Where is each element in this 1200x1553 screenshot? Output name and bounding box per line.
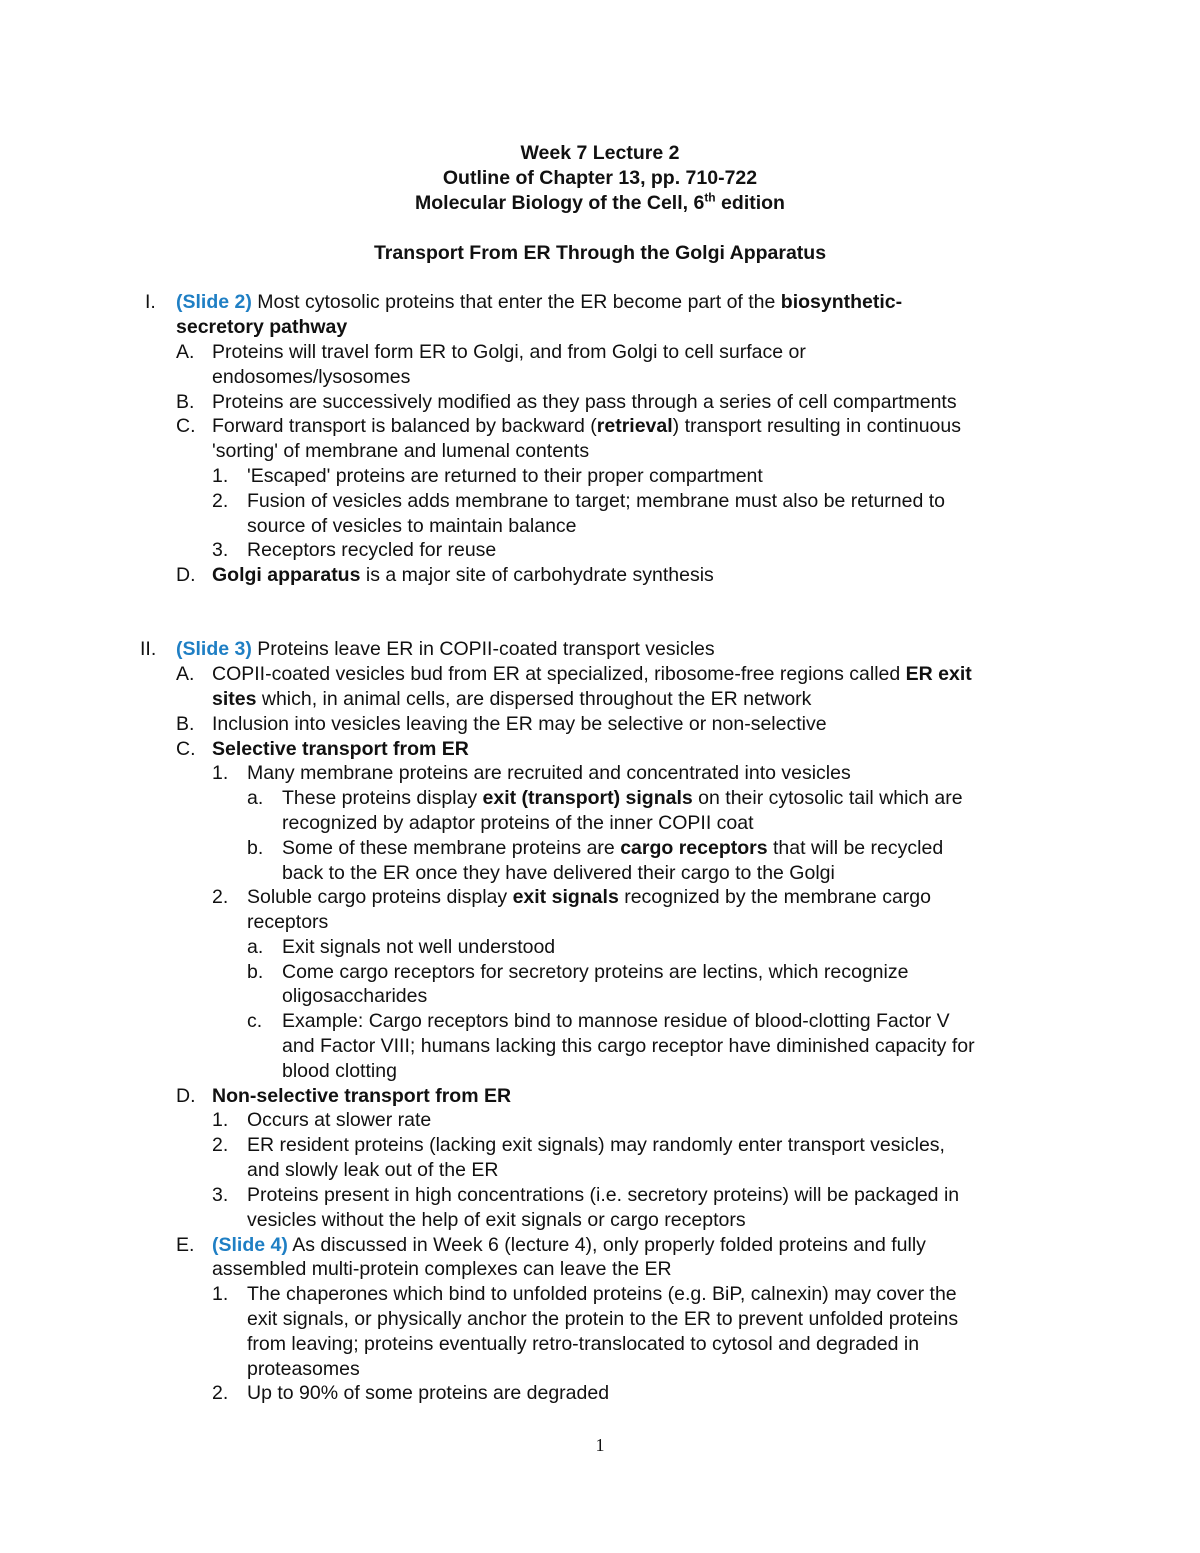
outline-line: and Factor VIII; humans lacking this cargo receptor have diminished capacity for (282, 1035, 975, 1057)
item-marker: 1. (212, 1109, 229, 1131)
outline-line: Many membrane proteins are recruited and concentrated into vesicles (247, 762, 851, 784)
document-title: Transport From ER Through the Golgi Apparatus (373, 242, 827, 264)
outline-line: receptors (247, 911, 329, 933)
outline-line: 'sorting' of membrane and lumenal contents (212, 440, 590, 462)
outline-line: and slowly leak out of the ER (247, 1159, 499, 1181)
edition-label: edition (715, 192, 785, 214)
outline-line: Fusion of vesicles adds membrane to target; membrane must also be returned to (247, 490, 946, 512)
item-marker: 3. (212, 1184, 229, 1206)
outline-line: (Slide 4) As discussed in Week 6 (lecture 4), only properly folded proteins and fully (212, 1234, 926, 1256)
outline-line: Receptors recycled for reuse (247, 539, 497, 561)
outline-line: Forward transport is balanced by backward (retrieval) transport resulting in continuous (212, 415, 961, 437)
key-term: exit (transport) signals (482, 787, 693, 809)
outline-line: Inclusion into vesicles leaving the ER may be selective or non-selective (212, 713, 827, 735)
item-marker: b. (247, 837, 264, 859)
subsection-heading: Non-selective transport from ER (212, 1085, 512, 1107)
outline-line: back to the ER once they have delivered their cargo to the Golgi (282, 862, 835, 884)
item-marker: 2. (212, 1134, 229, 1156)
outline-line: Proteins are successively modified as they pass through a series of cell compartments (212, 391, 957, 413)
outline-line: The chaperones which bind to unfolded proteins (e.g. BiP, calnexin) may cover the (247, 1283, 957, 1305)
section-marker: I. (145, 291, 156, 313)
chapter-outline: Outline of Chapter 13, pp. 710-722 (442, 167, 758, 189)
outline-line: endosomes/lysosomes (212, 366, 411, 388)
outline-line: Golgi apparatus is a major site of carbohydrate synthesis (212, 564, 714, 586)
slide-reference: (Slide 4) (212, 1234, 288, 1256)
item-marker: a. (247, 936, 264, 958)
item-marker: C. (176, 738, 196, 760)
key-term: ER exit (905, 663, 972, 685)
slide-reference: (Slide 2) (176, 291, 252, 313)
key-term: biosynthetic- (780, 291, 903, 313)
item-marker: a. (247, 787, 264, 809)
outline-line: Example: Cargo receptors bind to mannose residue of blood-clotting Factor V (282, 1010, 950, 1032)
key-term: secretory pathway (176, 316, 348, 338)
page-number: 1 (595, 1435, 605, 1455)
outline-line: Soluble cargo proteins display exit signals recognized by the membrane cargo (247, 886, 931, 908)
outline-line: Proteins will travel form ER to Golgi, and from Golgi to cell surface or (212, 341, 806, 363)
key-term: cargo receptors (620, 837, 768, 859)
section-heading: (Slide 2) Most cytosolic proteins that enter the ER become part of the biosynthetic- (176, 291, 903, 313)
key-term: Golgi apparatus (212, 564, 361, 586)
item-marker: B. (176, 391, 195, 413)
lecture-title: Week 7 Lecture 2 (520, 142, 680, 164)
item-marker: 2. (212, 490, 229, 512)
outline-line: ER resident proteins (lacking exit signals) may randomly enter transport vesicles, (247, 1134, 945, 1156)
item-marker: c. (247, 1010, 263, 1032)
item-marker: C. (176, 415, 196, 437)
outline-line: Up to 90% of some proteins are degraded (247, 1382, 610, 1404)
outline-line: exit signals, or physically anchor the protein to the ER to prevent unfolded proteins (247, 1308, 959, 1330)
outline-line: oligosaccharides (282, 985, 428, 1007)
outline-line: Some of these membrane proteins are cargo receptors that will be recycled (282, 837, 944, 859)
item-marker: B. (176, 713, 195, 735)
outline-line: vesicles without the help of exit signals or cargo receptors (247, 1209, 746, 1231)
item-marker: A. (176, 341, 195, 363)
outline-line: sites which, in animal cells, are dispersed throughout the ER network (212, 688, 812, 710)
outline-line: 'Escaped' proteins are returned to their proper compartment (247, 465, 763, 487)
item-marker: D. (176, 564, 196, 586)
textbook-name: Molecular Biology of the Cell, 6 (415, 192, 705, 214)
key-term: retrieval (596, 415, 673, 437)
item-marker: A. (176, 663, 195, 685)
section-marker: II. (140, 638, 157, 660)
key-term: exit signals (512, 886, 619, 908)
key-term: sites (212, 688, 257, 710)
outline-line: Occurs at slower rate (247, 1109, 432, 1131)
item-marker: 3. (212, 539, 229, 561)
outline-line: COPII-coated vesicles bud from ER at specialized, ribosome-free regions called ER exit (212, 663, 972, 685)
outline-line: proteasomes (247, 1358, 360, 1380)
section-heading: (Slide 3) Proteins leave ER in COPII-coated transport vesicles (176, 638, 715, 660)
textbook-reference (0, 191, 1200, 216)
outline-line: source of vesicles to maintain balance (247, 515, 577, 537)
outline-line: recognized by adaptor proteins of the inner COPII coat (282, 812, 754, 834)
item-marker: 1. (212, 762, 229, 784)
item-marker: 1. (212, 1283, 229, 1305)
item-marker: D. (176, 1085, 196, 1107)
item-marker: b. (247, 961, 264, 983)
outline-line: Proteins present in high concentrations (i.e. secretory proteins) will be packaged in (247, 1184, 960, 1206)
outline-line: from leaving; proteins eventually retro-translocated to cytosol and degraded in (247, 1333, 920, 1355)
outline-line: These proteins display exit (transport) signals on their cytosolic tail which are (282, 787, 963, 809)
outline-line: blood clotting (282, 1060, 397, 1082)
item-marker: 2. (212, 1382, 229, 1404)
outline-line: Exit signals not well understood (282, 936, 556, 958)
edition-superscript: th (704, 190, 716, 205)
subsection-heading: Selective transport from ER (212, 738, 469, 760)
item-marker: 1. (212, 465, 229, 487)
item-marker: E. (176, 1234, 195, 1256)
slide-reference: (Slide 3) (176, 638, 252, 660)
outline-line: assembled multi-protein complexes can leave the ER (212, 1258, 672, 1280)
outline-line: Come cargo receptors for secretory proteins are lectins, which recognize (282, 961, 909, 983)
item-marker: 2. (212, 886, 229, 908)
